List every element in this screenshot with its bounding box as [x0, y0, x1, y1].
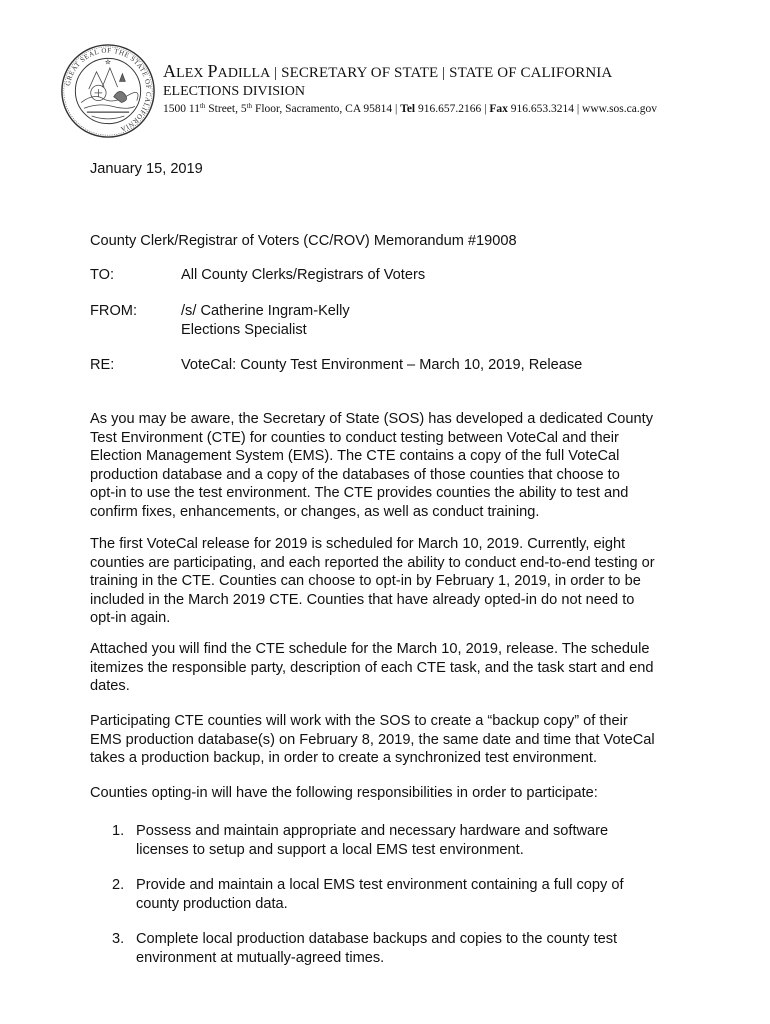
- address-part: Street, 5: [205, 103, 247, 115]
- paragraph-line: The first VoteCal release for 2019 is scheduled for March 10, 2019. Currently, eight: [90, 536, 626, 552]
- memo-title: County Clerk/Registrar of Voters (CC/ROV) Memorandum #19008: [90, 233, 517, 249]
- fax-and-website: 916.653.3214 | www.sos.ca.gov: [507, 103, 657, 115]
- paragraph-line: EMS production database(s) on February 8, 2019, the same date and time that VoteCal: [90, 731, 655, 748]
- paragraph-release: [90, 535, 690, 628]
- paragraph-line: dates.: [90, 678, 130, 694]
- paragraph-line: As you may be aware, the Secretary of State (SOS) has developed a dedicated County: [90, 411, 653, 427]
- letterhead: [163, 62, 657, 116]
- surname-rest: ADILLA: [217, 66, 271, 81]
- re-label: RE:: [90, 357, 115, 373]
- svg-text:☆: ☆: [104, 59, 112, 67]
- ordinal-suffix: th: [199, 102, 206, 110]
- list-text: [136, 822, 656, 859]
- list-text-line: licenses to setup and support a local EMS test environment.: [136, 841, 524, 858]
- re-value: VoteCal: County Test Environment – March 10, 2019, Release: [181, 357, 583, 373]
- paragraph-intro: [90, 410, 690, 521]
- paragraph-line: included in the March 2019 CTE. Counties that have already opted-in do not need to: [90, 591, 635, 608]
- address-part: Floor, Sacramento, CA 95814 |: [252, 103, 401, 115]
- paragraph-line: Participating CTE counties will work with the SOS to create a “backup copy” of their: [90, 713, 628, 729]
- list-text: [136, 930, 656, 967]
- tel-label: Tel: [400, 103, 416, 115]
- to-value: All County Clerks/Registrars of Voters: [181, 267, 426, 283]
- name-first-rest: LEX: [176, 66, 204, 81]
- memo-date: January 15, 2019: [90, 161, 203, 177]
- paragraph-line: takes a production backup, in order to create a synchronized test environment.: [90, 750, 598, 766]
- paragraph-line: counties are participating, and each reported the ability to conduct end-to-end testing or: [90, 554, 655, 571]
- list-text-line: county production data.: [136, 895, 288, 912]
- seal-ring-text: GREAT SEAL OF THE STATE OF CALIFORNIA: [64, 47, 152, 133]
- paragraph-line: Election Management System (EMS). The CTE contains a copy of the full VoteCal: [90, 448, 620, 464]
- from-signature: /s/ Catherine Ingram-Kelly: [181, 303, 350, 319]
- fax-label: Fax: [489, 103, 508, 115]
- letterhead-title-line: ALEX PADILLA | SECRETARY OF STATE | STATE OF CALIFORNIA: [163, 61, 613, 81]
- to-label: TO:: [90, 267, 115, 283]
- list-text-line: Possess and maintain appropriate and necessary hardware and software: [136, 823, 609, 839]
- from-title: Elections Specialist: [181, 321, 307, 338]
- paragraph-line: opt-in to use the test environment. The CTE provides counties the ability to test and: [90, 485, 629, 501]
- list-text-line: Complete local production database backups and copies to the county test: [136, 931, 618, 947]
- ordinal-suffix: th: [246, 102, 253, 110]
- from-value: [181, 302, 701, 339]
- name-initial: A: [163, 61, 177, 81]
- paragraph-backup: [90, 712, 690, 768]
- paragraph-line: Test Environment (CTE) for counties to conduct testing between VoteCal and their: [90, 429, 619, 446]
- paragraph-line: production database and a copy of the databases of those counties that choose to: [90, 466, 620, 483]
- address-part: 1500 11: [163, 103, 200, 115]
- list-number: 3.: [112, 931, 125, 947]
- state-seal-icon: [60, 43, 156, 139]
- list-text-line: environment at mutually-agreed times.: [136, 949, 385, 966]
- division-name: ELECTIONS DIVISION: [163, 84, 305, 99]
- list-text: [136, 876, 656, 913]
- surname-initial: P: [207, 61, 218, 81]
- from-label: FROM:: [90, 303, 138, 319]
- paragraph-line: opt-in again.: [90, 610, 171, 626]
- paragraph-line: training in the CTE. Counties can choose to opt-in by February 1, 2019, in order to be: [90, 573, 641, 589]
- paragraph-line: Attached you will find the CTE schedule for the March 10, 2019, release. The schedule: [90, 641, 650, 657]
- contact-line: [163, 102, 657, 116]
- office-title: SECRETARY OF STATE | STATE OF CALIFORNIA: [281, 65, 613, 81]
- list-number: 1.: [112, 823, 125, 839]
- paragraph-responsibilities-intro: Counties opting-in will have the following responsibilities in order to participate:: [90, 785, 598, 801]
- list-text-line: Provide and maintain a local EMS test environment containing a full copy of: [136, 877, 624, 893]
- tel-number: 916.657.2166 |: [415, 103, 490, 115]
- paragraph-line: confirm fixes, enhancements, or changes, as well as conduct training.: [90, 503, 540, 520]
- paragraph-schedule: [90, 640, 690, 696]
- list-number: 2.: [112, 877, 125, 893]
- paragraph-line: itemizes the responsible party, description of each CTE task, and the task start and end: [90, 659, 654, 676]
